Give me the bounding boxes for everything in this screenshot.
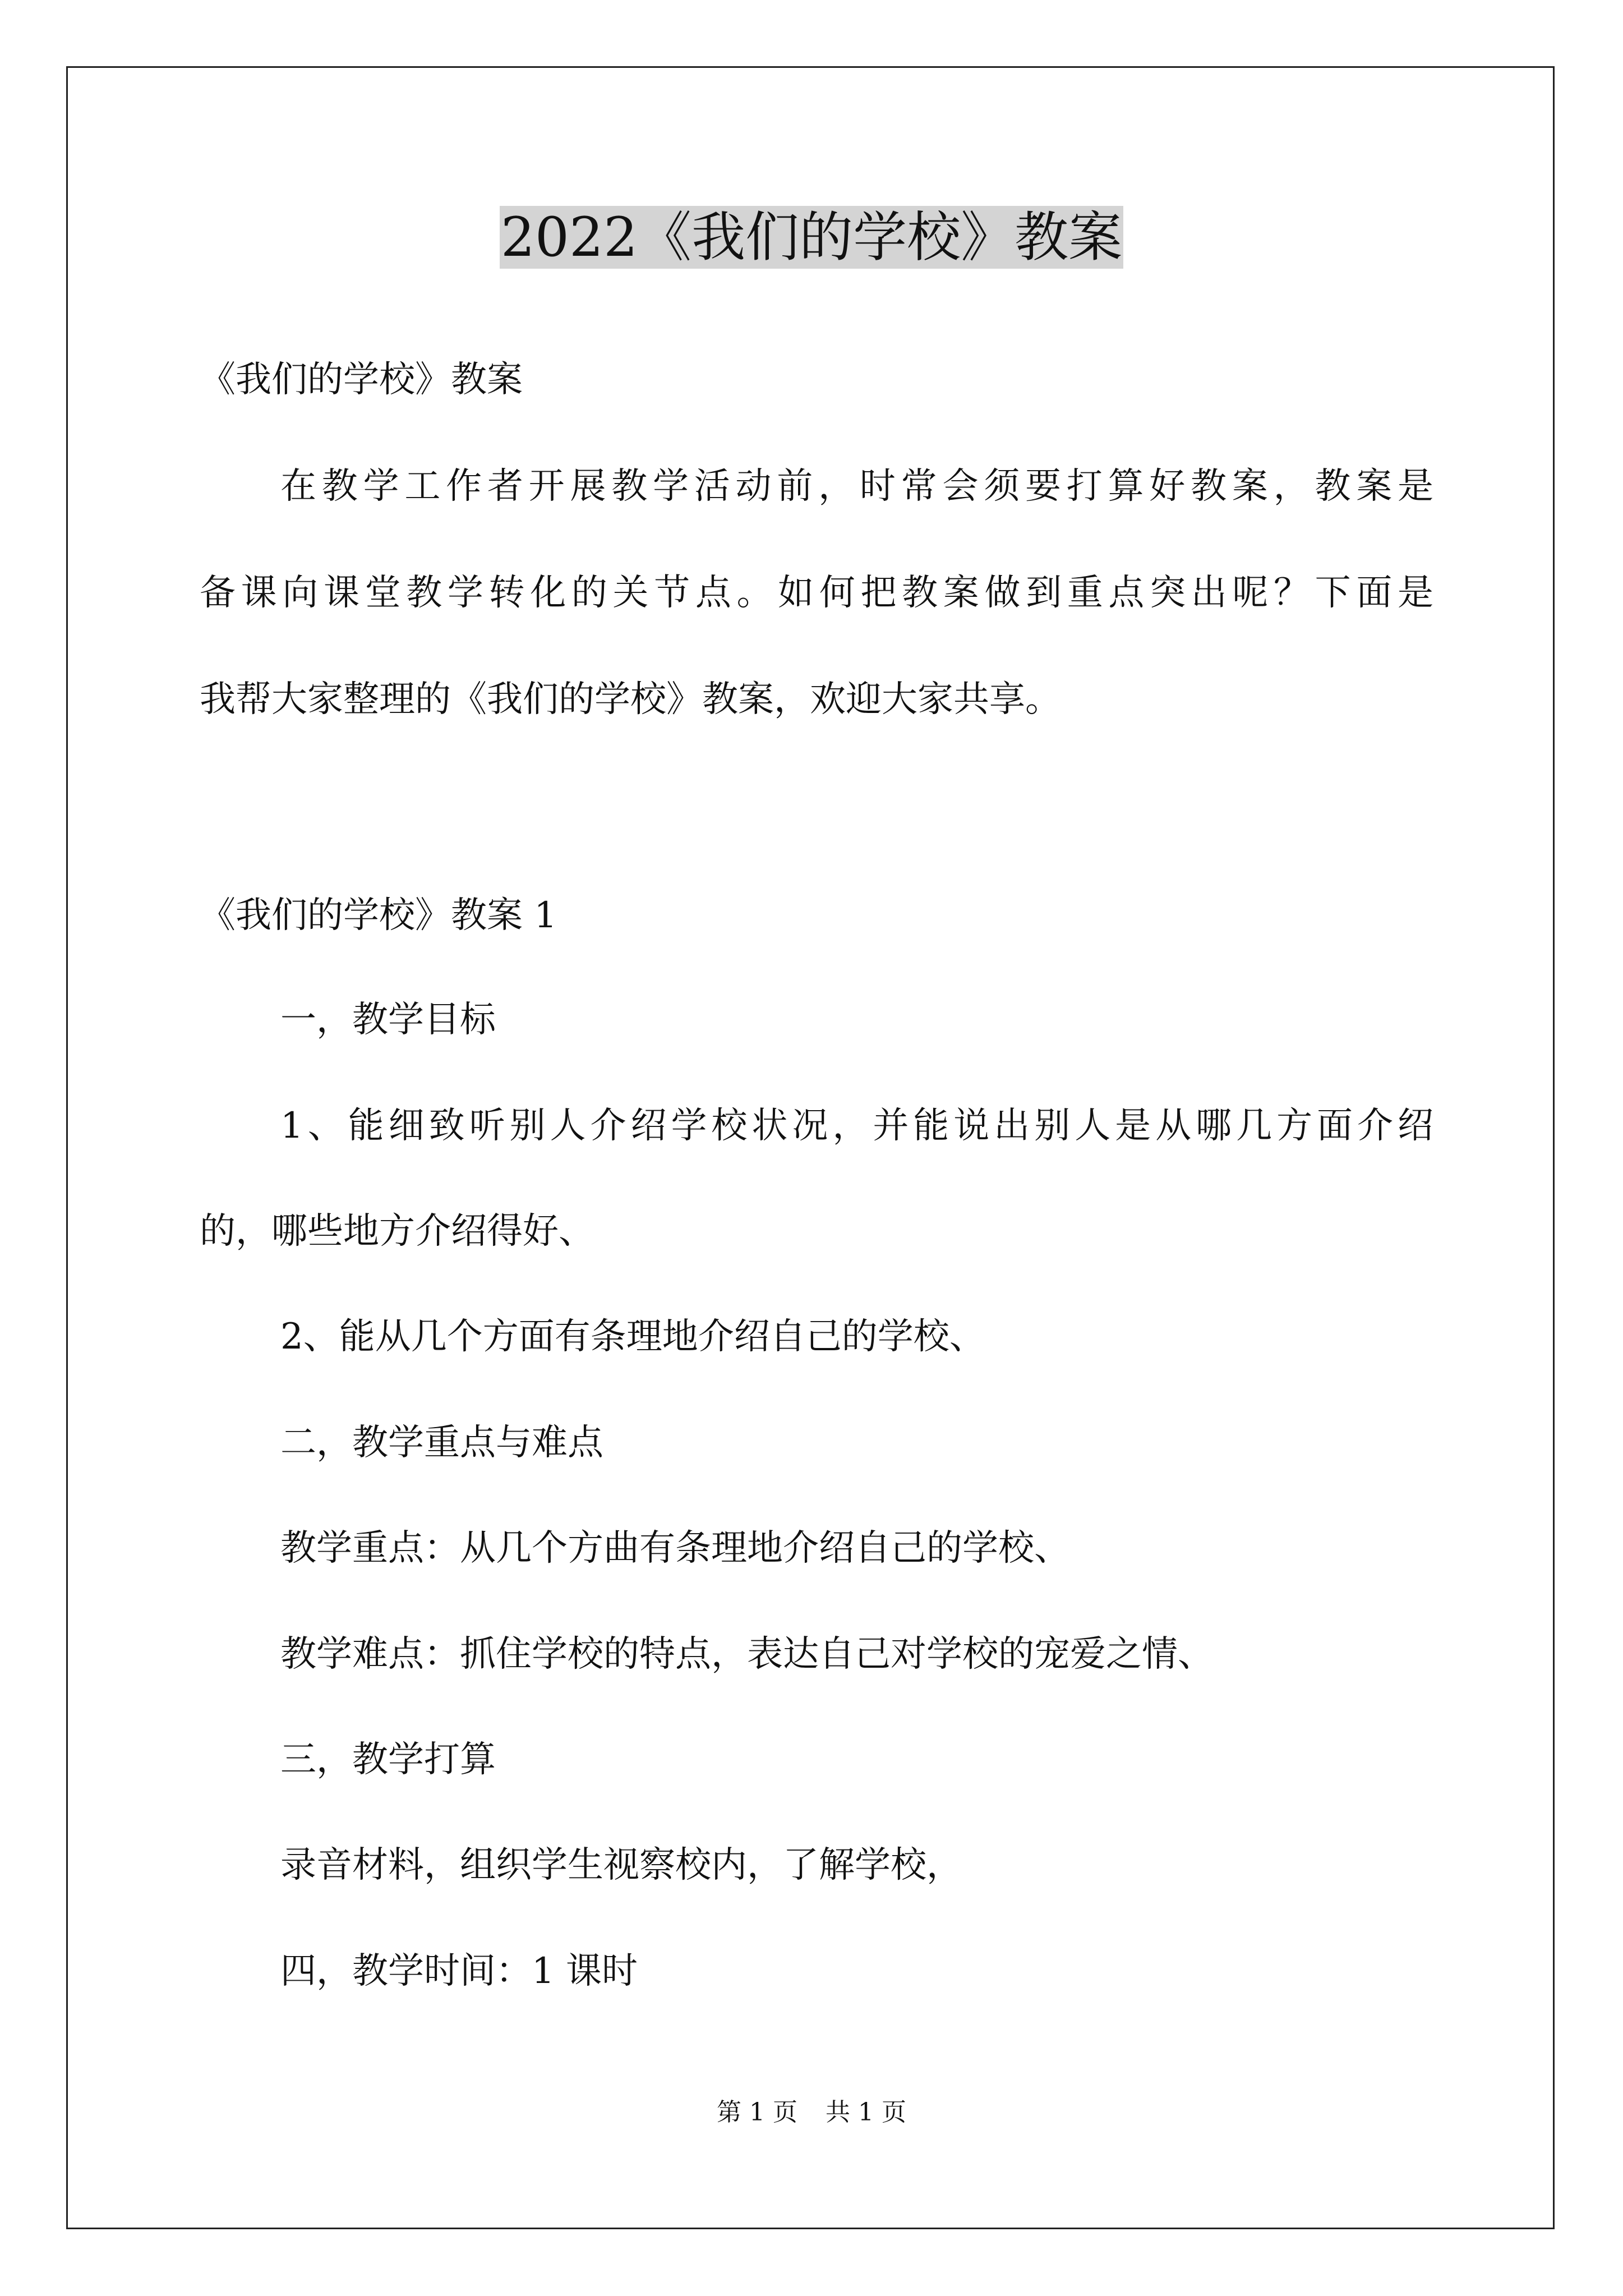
key-point: 教学重点：从几个方曲有条理地介绍自己的学校、 [280, 1527, 1070, 1569]
key-heading: 二，教学重点与难点 [280, 1422, 603, 1464]
difficult-point: 教学难点：抓住学校的特点，表达自己对学校的宠爱之情、 [280, 1634, 1214, 1675]
intro-line-3: 我帮大家整理的《我们的学校》教案，欢迎大家共享。 [200, 679, 1061, 720]
goal-1-line-2: 的，哪些地方介绍得好、 [200, 1211, 594, 1252]
prep-heading: 三，教学打算 [280, 1739, 496, 1780]
subtitle: 《我们的学校》教案 [200, 359, 523, 401]
intro-line-2: 备课向课堂教学转化的关节点。如何把教案做到重点突出呢？下面是 [200, 572, 1433, 614]
page-footer [0, 2096, 1623, 2129]
page-total: 共 1 页 [826, 2098, 906, 2127]
goal-2: 2、能从几个方面有条理地介绍自己的学校、 [280, 1316, 985, 1358]
intro-line-1: 在教学工作者开展教学活动前，时常会须要打算好教案，教案是 [280, 466, 1433, 507]
page-number: 第 1 页 [717, 2098, 797, 2127]
section-heading: 《我们的学校》教案 1 [200, 895, 557, 936]
goal-heading: 一，教学目标 [280, 999, 496, 1041]
teaching-time: 四，教学时间：1 课时 [280, 1950, 638, 1992]
document-title-text: 2022《我们的学校》教案 [500, 206, 1123, 269]
document-title [0, 201, 1623, 274]
goal-1-line-1: 1、能细致听别人介绍学校状况，并能说出别人是从哪几方面介绍 [280, 1105, 1433, 1147]
prep-text: 录音材料，组织学生视察校内，了解学校， [280, 1844, 962, 1886]
